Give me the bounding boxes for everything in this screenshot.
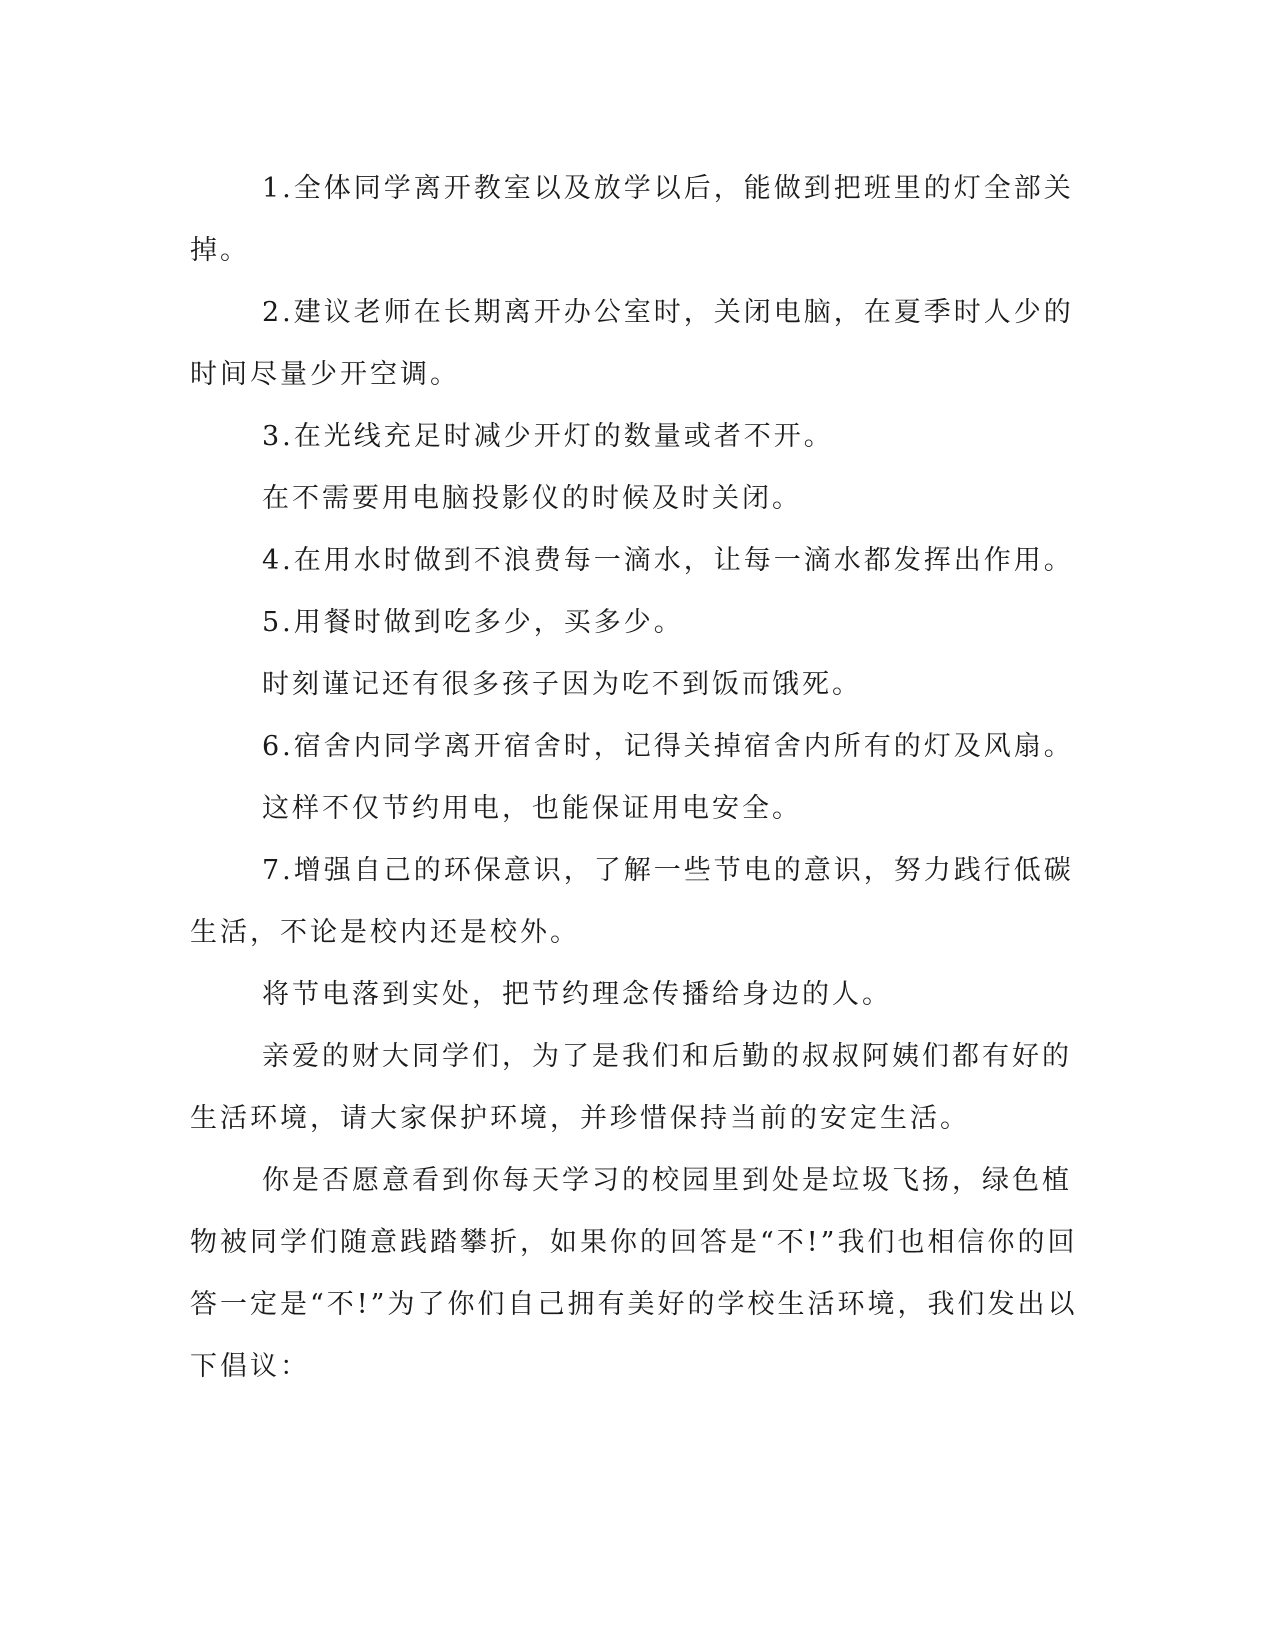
paragraph-4: 在不需要用电脑投影仪的时候及时关闭。 (262, 483, 802, 514)
paragraph-9: 这样不仅节约用电，也能保证用电安全。 (262, 793, 802, 824)
paragraph-11: 将节电落到实处，把节约理念传播给身边的人。 (262, 979, 892, 1010)
paragraph-5: 4.在用水时做到不浪费每一滴水，让每一滴水都发挥出作用。 (262, 545, 1074, 576)
paragraph-6: 5.用餐时做到吃多少，买多少。 (262, 607, 684, 638)
paragraph-10: 7.增强自己的环保意识，了解一些节电的意识，努力践行低碳生活，不论是校内还是校外。 (190, 855, 1074, 948)
paragraph-3: 3.在光线充足时减少开灯的数量或者不开。 (262, 421, 834, 452)
paragraph-8: 6.宿舍内同学离开宿舍时，记得关掉宿舍内所有的灯及风扇。 (262, 731, 1074, 762)
paragraph-12: 亲爱的财大同学们，为了是我们和后勤的叔叔阿姨们都有好的生活环境，请大家保护环境，并珍惜保持当前的安定生活。 (190, 1041, 1072, 1134)
paragraph-13: 你是否愿意看到你每天学习的校园里到处是垃圾飞扬，绿色植物被同学们随意践踏攀折，如果你的回答是“不!”我们也相信你的回答一定是“不!”为了你们自己拥有美好的学校生活环境，我们发出以下倡议： (190, 1165, 1078, 1382)
paragraph-7: 时刻谨记还有很多孩子因为吃不到饭而饿死。 (262, 669, 862, 700)
paragraph-2: 2.建议老师在长期离开办公室时，关闭电脑，在夏季时人少的时间尽量少开空调。 (190, 297, 1074, 390)
paragraph-1: 1.全体同学离开教室以及放学以后，能做到把班里的灯全部关掉。 (190, 173, 1074, 266)
document-body (190, 158, 1080, 1398)
